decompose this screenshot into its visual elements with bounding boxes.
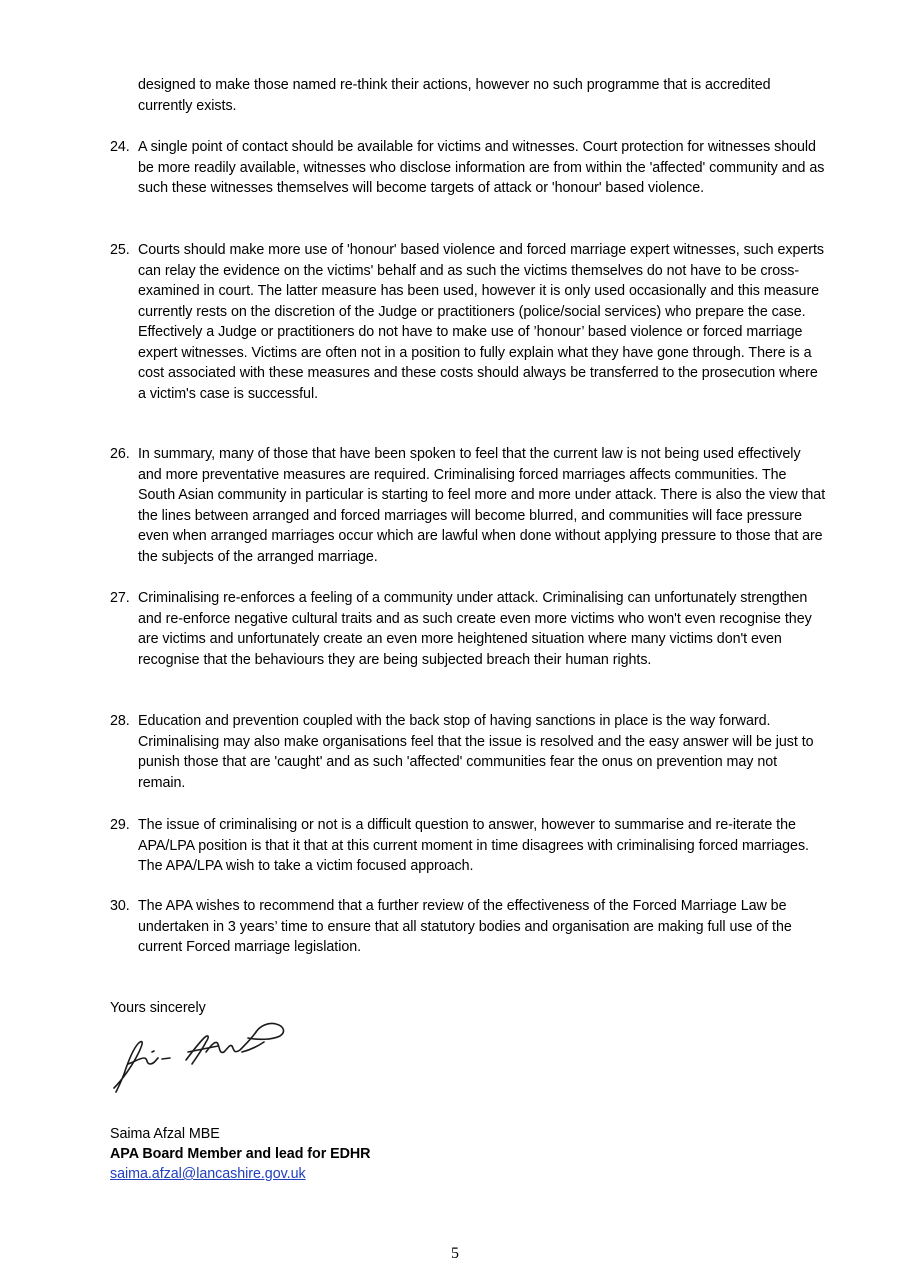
list-item-number: 26. xyxy=(110,446,130,462)
signatory-name: Saima Afzal MBE xyxy=(110,1126,220,1142)
paragraph-continuation: designed to make those named re-think their actions, however no such programme that is accredited currently exists. xyxy=(138,77,771,114)
list-item-number: 29. xyxy=(110,817,130,833)
list-item-number: 27. xyxy=(110,590,130,606)
list-item-text: Courts should make more use of 'honour' based violence and forced marriage expert witnesses, such experts can relay the evidence on the victims' behalf and as such the victims themselves do not have to be cross-examined in court. The latter measure has been used, however it is only used occasionally and this measure currently rests on the discretion of the Judge or practitioners (police/social services) who prepare the case. Effectively a Judge or practitioners do not have to make use of ’honour’ based violence or forced marriage expert witnesses. Victims are often not in a position to fully explain what they have gone through. There is a cost associated with these measures and these costs should always be transferred to the prosecution where a victim's case is successful. xyxy=(138,242,825,402)
list-item-number: 30. xyxy=(110,898,130,914)
list-item-number: 28. xyxy=(110,713,130,729)
handwritten-signature xyxy=(108,1018,318,1102)
list-item-number: 25. xyxy=(110,242,130,258)
signatory-role: APA Board Member and lead for EDHR xyxy=(110,1146,371,1162)
list-item-text: In summary, many of those that have been spoken to feel that the current law is not being used effectively and more preventative measures are required. Criminalising forced marriages affects communities. The South Asian community in particular is starting to feel more and more under attack. There is also the view that the lines between arranged and forced marriages will become blurred, and communities will face pressure even when arranged marriages occur which are lawful when done without applying pressure to those that are the subjects of the arranged marriage. xyxy=(138,446,826,565)
list-item-text: The APA wishes to recommend that a further review of the effectiveness of the Forced Marriage Law be undertaken in 3 years’ time to ensure that all statutory bodies and organisation are making full use of the current Forced marriage legislation. xyxy=(138,898,792,955)
closing-salutation: Yours sincerely xyxy=(110,1000,206,1016)
list-item-text: Criminalising re-enforces a feeling of a community under attack. Criminalising can unfortunately strengthen and re-enforce negative cultural traits and as such create even more victims who won't even recognise they are victims and unfortunately create an even more heightened situation where many victims don't even recognise that the behaviours they are being subjected breach their human rights. xyxy=(138,590,812,668)
list-item-number: 24. xyxy=(110,139,130,155)
list-item-text: A single point of contact should be available for victims and witnesses. Court protection for witnesses should be more readily available, witnesses who disclose information are from within the 'affected' community and as such these witnesses themselves will become targets of attack or 'honour' based violence. xyxy=(138,139,825,196)
signatory-email-link[interactable]: saima.afzal@lancashire.gov.uk xyxy=(110,1166,306,1182)
list-item-text: The issue of criminalising or not is a difficult question to answer, however to summarise and re-iterate the APA/LPA position is that it that at this current moment in time disagrees with criminalising forced marriages. The APA/LPA wish to take a victim focused approach. xyxy=(138,817,809,874)
list-item-text: Education and prevention coupled with the back stop of having sanctions in place is the way forward. Criminalising may also make organisations feel that the issue is resolved and the easy answer will be just to punish those that are 'caught' and as such 'affected' communities fear the onus on prevention may not remain. xyxy=(138,713,814,791)
page-number: 5 xyxy=(451,1245,459,1262)
